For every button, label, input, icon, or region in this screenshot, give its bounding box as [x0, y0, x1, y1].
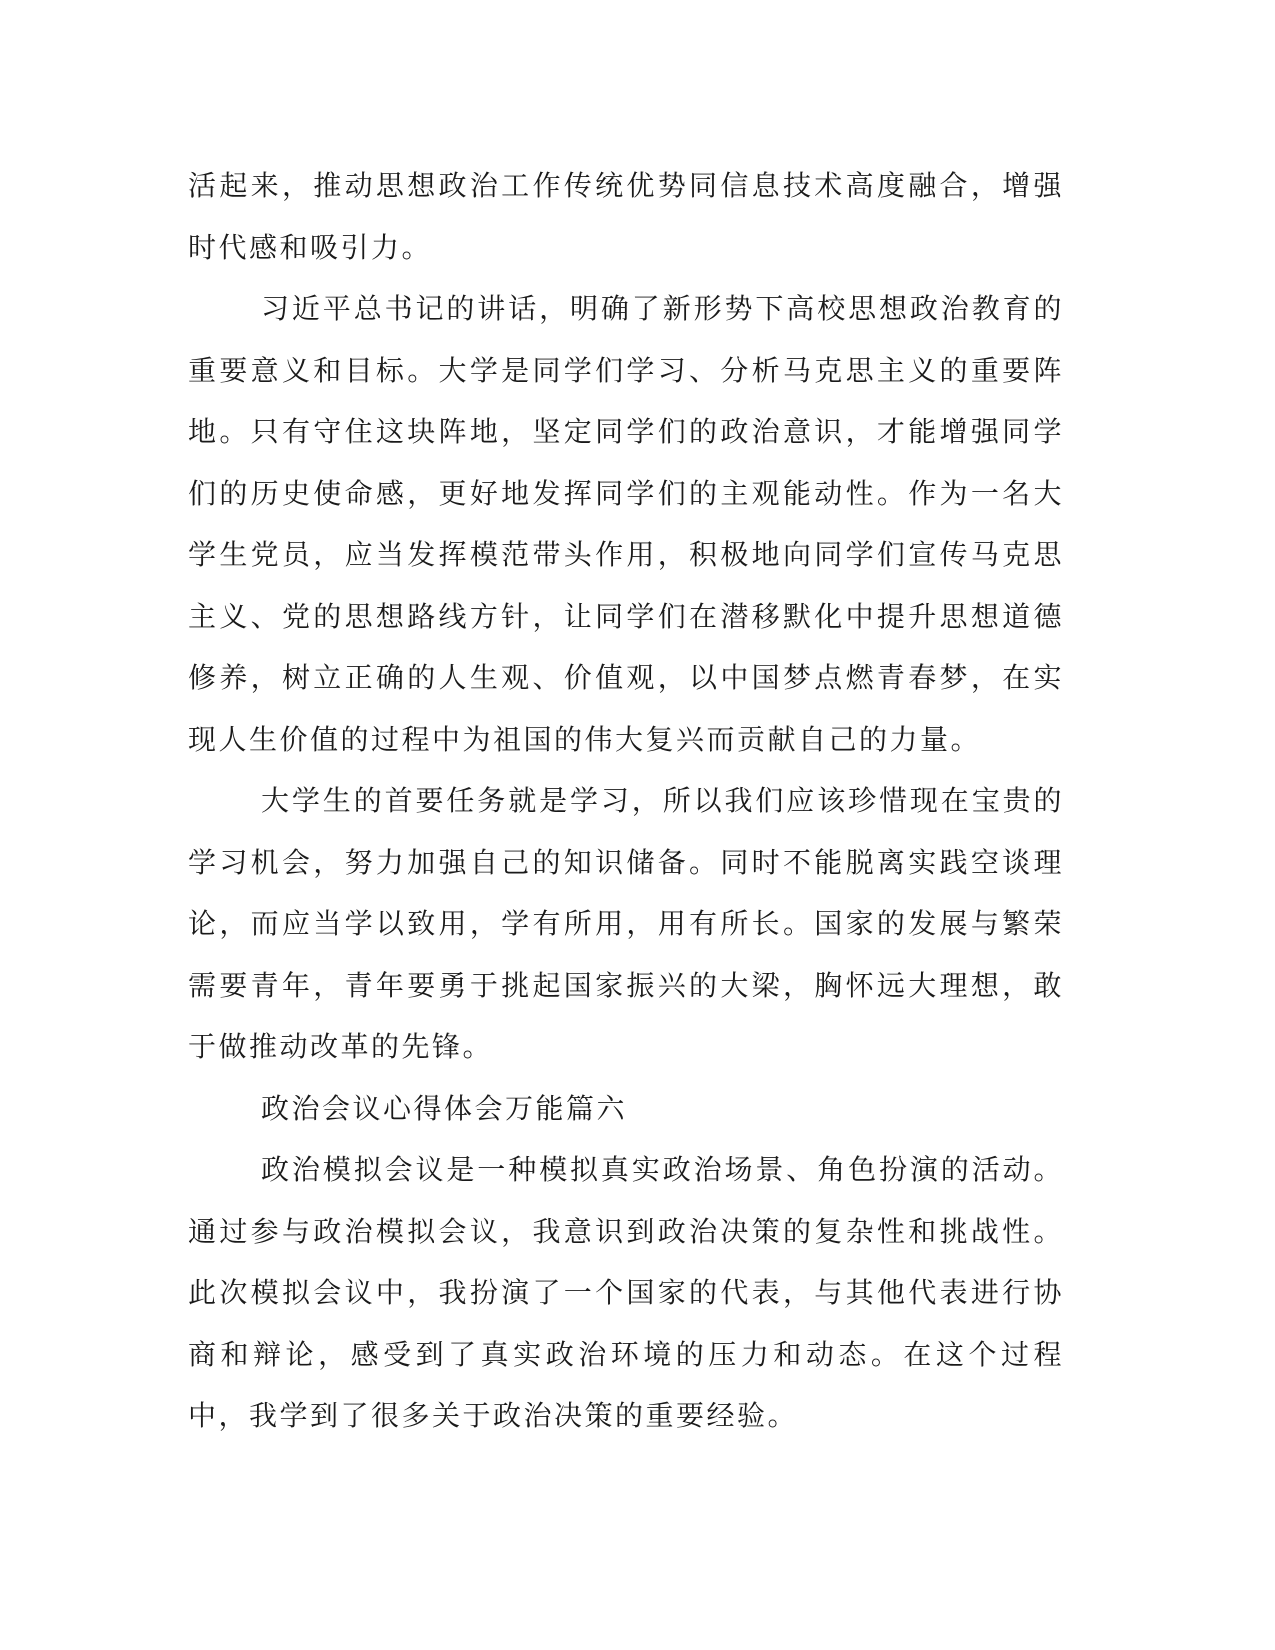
- section-heading: 政治会议心得体会万能篇六: [261, 1091, 628, 1125]
- paragraph-model-conference: 政治模拟会议是一种模拟真实政治场景、角色扮演的活动。通过参与政治模拟会议，我意识到政治决策的复杂性和挑战性。此次模拟会议中，我扮演了一个国家的代表，与其他代表进行协商和辩论，感受到了真实政治环境的压力和动态。在这个过程中，我学到了很多关于政治决策的重要经验。: [188, 1153, 1064, 1432]
- document-body: [188, 155, 1064, 1447]
- paragraph-continuation: 活起来，推动思想政治工作传统优势同信息技术高度融合，增强时代感和吸引力。: [188, 169, 1064, 264]
- paragraph-speech-significance: 习近平总书记的讲话，明确了新形势下高校思想政治教育的重要意义和目标。大学是同学们学习、分析马克思主义的重要阵地。只有守住这块阵地，坚定同学们的政治意识，才能增强同学们的历史使命感，更好地发挥同学们的主观能动性。作为一名大学生党员，应当发挥模范带头作用，积极地向同学们宣传马克思主义、党的思想路线方针，让同学们在潜移默化中提升思想道德修养，树立正确的人生观、价值观，以中国梦点燃青春梦，在实现人生价值的过程中为祖国的伟大复兴而贡献自己的力量。: [188, 292, 1064, 756]
- paragraph-student-learning: 大学生的首要任务就是学习，所以我们应该珍惜现在宝贵的学习机会，努力加强自己的知识储备。同时不能脱离实践空谈理论，而应当学以致用，学有所用，用有所长。国家的发展与繁荣需要青年，青年要勇于挑起国家振兴的大梁，胸怀远大理想，敢于做推动改革的先锋。: [188, 784, 1064, 1063]
